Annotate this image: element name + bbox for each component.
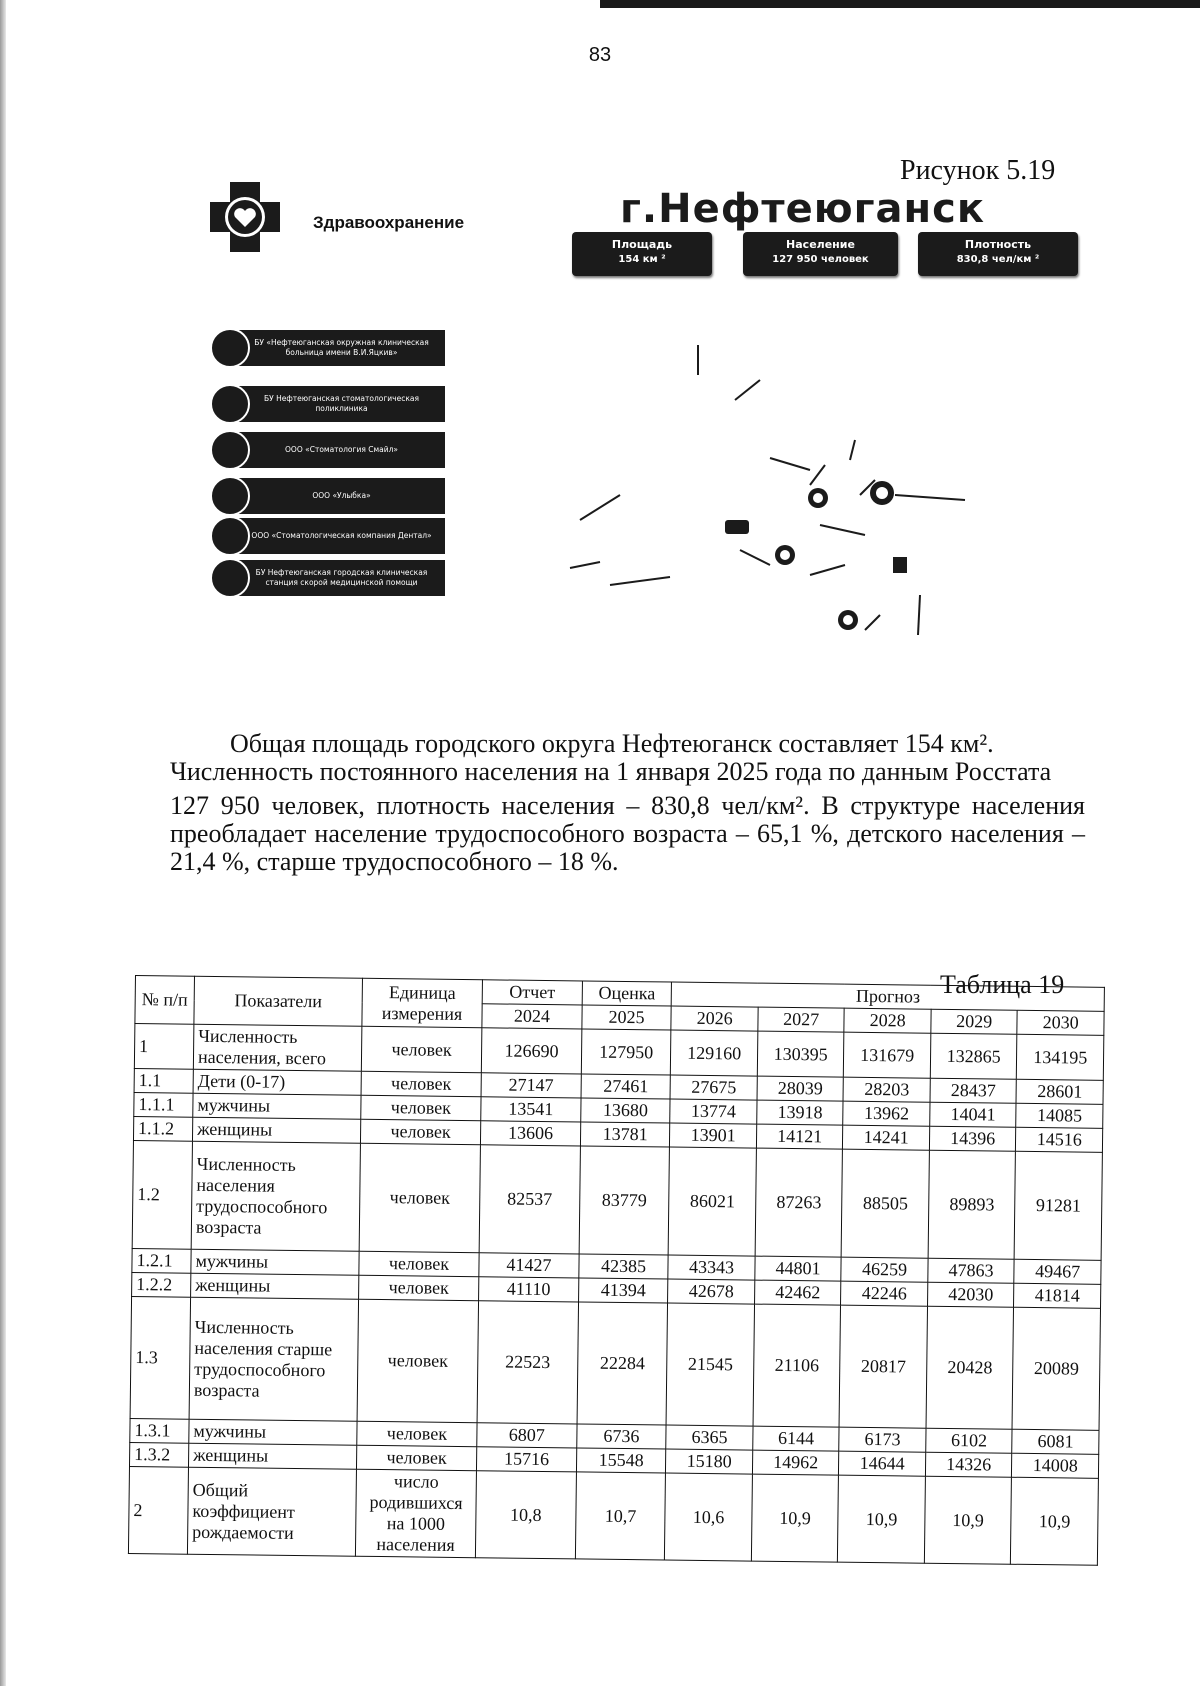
intro-paragraph: [170, 730, 1085, 876]
table-row: [130, 1296, 1100, 1430]
row-value: 83779: [579, 1146, 670, 1255]
row-value: 28437: [930, 1078, 1017, 1103]
row-number: 1.1: [134, 1068, 193, 1093]
row-number: 1.3: [130, 1296, 191, 1419]
row-value: 27461: [581, 1074, 671, 1099]
row-value: 42678: [668, 1279, 755, 1304]
table-row: [128, 1466, 1098, 1565]
header-unit: Единица измерения: [362, 978, 483, 1027]
row-unit: человек: [359, 1275, 479, 1300]
row-value: 13606: [481, 1121, 581, 1146]
row-value: 10,6: [665, 1473, 753, 1561]
row-value: 14008: [1012, 1453, 1099, 1478]
row-value: 6144: [753, 1426, 840, 1451]
hospital-icon: [210, 328, 250, 368]
row-value: 21545: [666, 1303, 754, 1426]
row-value: 10,9: [924, 1476, 1012, 1564]
header-num: № п/п: [135, 976, 195, 1025]
row-value: 14241: [843, 1125, 930, 1150]
row-value: 41110: [479, 1277, 579, 1302]
row-value: 87263: [755, 1148, 843, 1257]
row-unit: человек: [361, 1095, 481, 1120]
row-value: 15548: [576, 1448, 666, 1473]
row-value: 14121: [756, 1124, 843, 1149]
header-report: Отчет: [482, 980, 582, 1005]
page-number: 83: [588, 44, 612, 66]
row-value: 6102: [926, 1428, 1013, 1453]
row-value: 21106: [753, 1304, 841, 1427]
facility-name: БУ Нефтеюганская городская клиническая станция скорой медицинской помощи: [238, 560, 445, 596]
hospital-icon: [893, 557, 907, 573]
ambulance-icon: [725, 520, 749, 534]
row-indicator: мужчины: [191, 1249, 359, 1275]
row-unit: число родившихся на 1000 населения: [355, 1469, 476, 1557]
row-unit: человек: [360, 1119, 480, 1144]
facility-name: ООО «Стоматология Смайл»: [238, 432, 445, 468]
row-value: 130395: [757, 1031, 844, 1077]
row-indicator: женщины: [191, 1273, 359, 1299]
row-number: 1.1.1: [134, 1092, 193, 1117]
row-value: 6807: [477, 1423, 577, 1448]
row-value: 14516: [1016, 1127, 1103, 1152]
row-value: 126690: [481, 1028, 581, 1074]
stat-population: [743, 232, 898, 276]
row-value: 88505: [842, 1149, 930, 1258]
row-value: 41427: [479, 1253, 579, 1278]
row-value: 10,7: [575, 1472, 666, 1560]
row-value: 27675: [670, 1075, 757, 1100]
row-value: 13541: [481, 1097, 581, 1122]
paragraph-line: Численность постоянного населения на 1 января 2025 года по данным Росстата: [170, 757, 1052, 786]
healthcare-cross-heart-icon: [210, 182, 280, 252]
row-value: 127950: [581, 1029, 671, 1075]
row-unit: человек: [361, 1071, 481, 1096]
row-value: 10,8: [475, 1471, 576, 1559]
row-value: 14962: [752, 1450, 839, 1475]
facility-name: ООО «Улыбка»: [238, 478, 445, 514]
facility-name: БУ «Нефтеюганская окружная клиническая больница имени В.И.Яцкив»: [238, 330, 445, 366]
row-value: 132865: [930, 1033, 1017, 1079]
row-unit: человек: [359, 1251, 479, 1276]
stat-density: [918, 232, 1078, 276]
row-indicator: женщины: [189, 1443, 357, 1469]
row-value: 6736: [577, 1424, 667, 1449]
tooth-icon: [210, 430, 250, 470]
facility-item: [210, 514, 445, 558]
row-number: 1.3.2: [129, 1442, 188, 1467]
facility-item: [210, 428, 445, 472]
row-value: 28039: [757, 1076, 844, 1101]
facility-name: ООО «Стоматологическая компания Дентал»: [238, 518, 445, 554]
row-indicator: Численность населения трудоспособного возраста: [191, 1141, 360, 1251]
facility-item: [210, 382, 445, 426]
header-year: 2026: [671, 1006, 758, 1031]
row-value: 13781: [580, 1122, 670, 1147]
row-value: 28203: [843, 1077, 930, 1102]
row-value: 131679: [844, 1032, 931, 1078]
row-value: 27147: [481, 1073, 581, 1098]
row-value: 13680: [581, 1098, 671, 1123]
row-value: 47863: [928, 1258, 1015, 1283]
paragraph-line: Общая площадь городского округа Нефтеюганск составляет 154 км².: [230, 729, 994, 758]
row-value: 42385: [579, 1254, 669, 1279]
row-value: 6173: [839, 1427, 926, 1452]
row-value: 44801: [755, 1256, 842, 1281]
row-value: 6365: [666, 1425, 753, 1450]
row-value: 22523: [477, 1301, 578, 1424]
scan-edge-left: [0, 0, 6, 1686]
row-value: 129160: [671, 1030, 758, 1076]
row-indicator: Дети (0-17): [193, 1069, 361, 1095]
row-value: 14326: [925, 1452, 1012, 1477]
stat-area: [572, 232, 712, 276]
row-number: 2: [128, 1466, 188, 1554]
tooth-icon: [210, 476, 250, 516]
header-estimate: Оценка: [582, 981, 672, 1006]
row-value: 10,9: [751, 1474, 839, 1562]
row-value: 91281: [1015, 1151, 1103, 1260]
row-unit: человек: [359, 1143, 480, 1252]
row-value: 14041: [930, 1102, 1017, 1127]
scan-edge-top: [600, 0, 1200, 8]
population-forecast-table: [128, 975, 1105, 1566]
row-value: 10,9: [838, 1475, 926, 1563]
table-row: [132, 1140, 1102, 1260]
row-value: 14644: [839, 1451, 926, 1476]
table-caption: Таблица 19: [940, 970, 1065, 999]
stat-area-label: Площадь: [611, 238, 673, 251]
row-value: 41394: [578, 1278, 668, 1303]
facility-item: [210, 326, 445, 370]
row-indicator: Численность населения, всего: [193, 1024, 361, 1071]
header-year: 2028: [844, 1008, 931, 1033]
facility-item: [210, 556, 445, 600]
row-number: 1.2: [132, 1140, 192, 1249]
tooth-icon: [210, 384, 250, 424]
row-number: 1.3.1: [130, 1418, 189, 1443]
row-value: 13962: [843, 1101, 930, 1126]
figure-caption: Рисунок 5.19: [900, 155, 1056, 186]
row-number: 1.2.1: [132, 1248, 191, 1273]
row-value: 15180: [666, 1449, 753, 1474]
row-value: 89893: [928, 1150, 1016, 1259]
row-number: 1: [134, 1024, 194, 1070]
stat-population-label: Население: [786, 238, 855, 251]
row-value: 14396: [929, 1126, 1016, 1151]
row-value: 6081: [1012, 1429, 1099, 1454]
row-value: 13901: [670, 1123, 757, 1148]
header-year: 2024: [482, 1004, 582, 1029]
row-value: 22284: [577, 1302, 668, 1425]
row-value: 86021: [668, 1147, 756, 1256]
stat-population-value: 127 950 человек: [772, 254, 869, 265]
row-indicator: мужчины: [189, 1419, 357, 1445]
row-indicator: мужчины: [193, 1093, 361, 1119]
header-year: 2029: [931, 1009, 1018, 1034]
city-title: г.Нефтеюганск: [620, 186, 985, 232]
row-value: 46259: [841, 1257, 928, 1282]
row-value: 13774: [670, 1099, 757, 1124]
row-value: 28601: [1016, 1079, 1103, 1104]
row-value: 42246: [841, 1281, 928, 1306]
row-unit: человек: [357, 1299, 479, 1422]
row-value: 20089: [1012, 1307, 1100, 1430]
row-value: 82537: [479, 1145, 580, 1254]
row-number: 1.2.2: [132, 1272, 191, 1297]
row-value: 13918: [757, 1100, 844, 1125]
row-value: 10,9: [1011, 1477, 1099, 1565]
header-forecast: Прогноз: [672, 982, 1105, 1011]
row-indicator: Численность населения старше трудоспособного возраста: [189, 1297, 358, 1421]
row-value: 49467: [1014, 1259, 1101, 1284]
facility-name: БУ Нефтеюганская стоматологическая поликлиника: [238, 386, 445, 422]
header-year: 2025: [582, 1005, 672, 1030]
row-number: 1.1.2: [133, 1116, 192, 1141]
row-value: 41814: [1014, 1283, 1101, 1308]
facility-item: [210, 474, 445, 518]
city-map: [520, 320, 1080, 710]
paragraph-line: 127 950 человек, плотность населения – 830,8 чел/км². В структуре населения преобладает население трудоспособного возраста – 65,1 %, детского населения – 21,4 %, старше трудоспособного – 18 %.: [170, 791, 1085, 876]
row-unit: человек: [356, 1445, 476, 1470]
row-value: 20428: [926, 1306, 1014, 1429]
row-value: 42462: [754, 1280, 841, 1305]
header-year: 2030: [1017, 1010, 1104, 1035]
row-unit: человек: [357, 1421, 477, 1446]
healthcare-label: Здравоохранение: [313, 213, 465, 232]
row-value: 134195: [1017, 1034, 1104, 1080]
row-value: 20817: [839, 1305, 927, 1428]
row-unit: человек: [361, 1026, 482, 1072]
header-indicator: Показатели: [194, 976, 363, 1026]
stat-density-value: 830,8 чел/км ²: [956, 254, 1040, 265]
ambulance-icon: [210, 558, 250, 598]
header-year: 2027: [758, 1007, 845, 1032]
tooth-icon: [210, 516, 250, 556]
row-indicator: женщины: [193, 1117, 361, 1143]
row-indicator: Общий коэффициент рождаемости: [187, 1467, 356, 1556]
row-value: 14085: [1016, 1103, 1103, 1128]
row-value: 43343: [668, 1255, 755, 1280]
row-value: 42030: [927, 1282, 1014, 1307]
stat-area-value: 154 км ²: [618, 254, 666, 265]
row-value: 15716: [477, 1447, 577, 1472]
stat-density-label: Плотность: [964, 238, 1032, 251]
